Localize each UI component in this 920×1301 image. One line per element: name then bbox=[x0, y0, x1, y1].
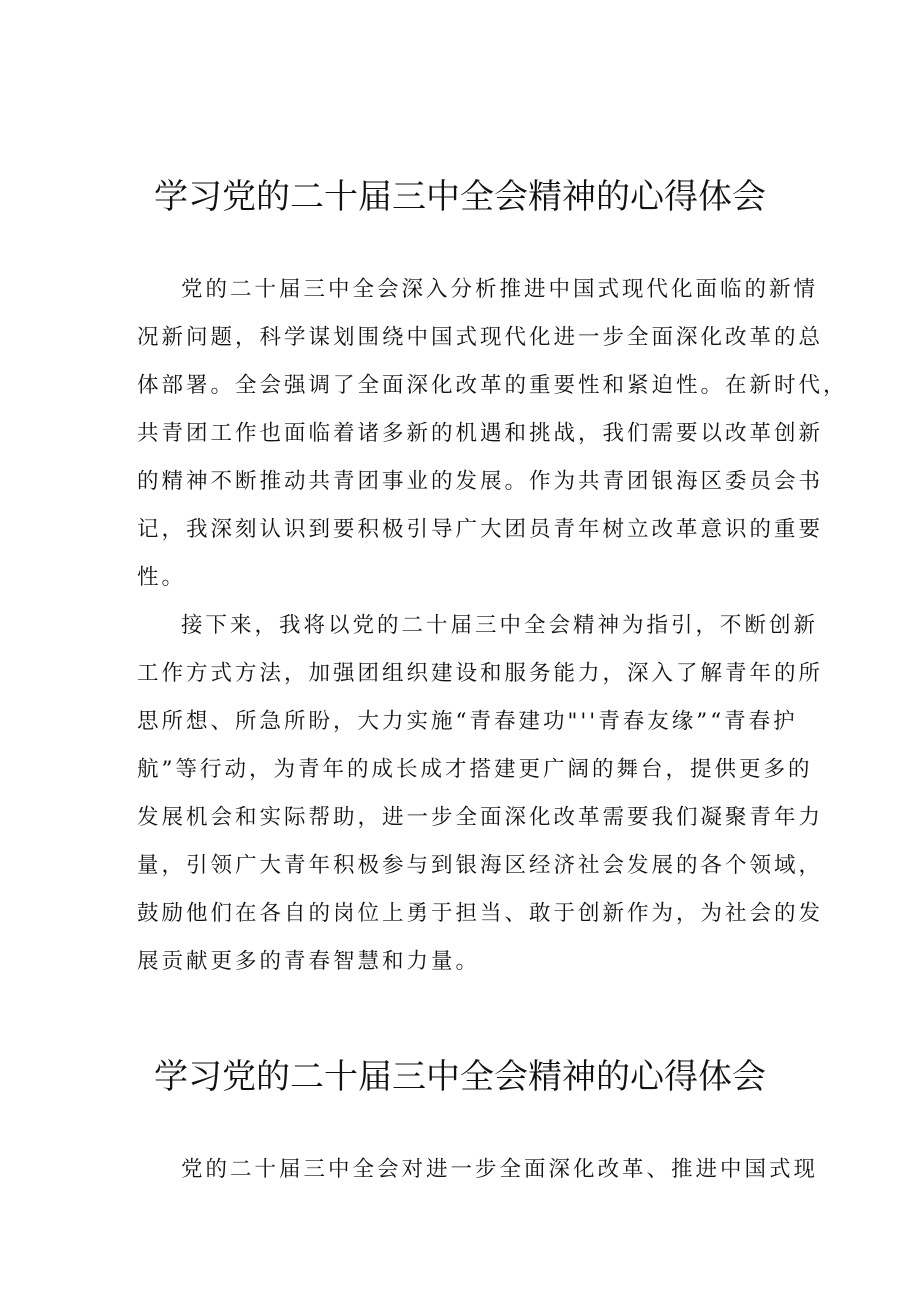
paragraph-line: 思所想、所急所盼，大力实施“青春建功"''青春友缘”“青春护 bbox=[137, 709, 798, 734]
paragraph-line: 展贡献更多的青春智慧和力量。 bbox=[137, 949, 481, 974]
paragraph-line: 党的二十届三中全会对进一步全面深化改革、推进中国式现 bbox=[181, 1157, 819, 1182]
paragraph-line: 鼓励他们在各自的岗位上勇于担当、敢于创新作为，为社会的发 bbox=[137, 901, 824, 926]
paragraph-line: 共青团工作也面临着诸多新的机遇和挑战，我们需要以改革创新 bbox=[137, 421, 824, 446]
paragraph-line: 工作方式方法，加强团组织建设和服务能力，深入了解青年的所 bbox=[137, 661, 824, 686]
paragraph-line: 体部署。全会强调了全面深化改革的重要性和紧迫性。在新时代， bbox=[137, 373, 848, 398]
paragraph-line: 航”等行动，为青年的成长成才搭建更广阔的舞台，提供更多的 bbox=[137, 757, 813, 782]
paragraph-line: 党的二十届三中全会深入分析推进中国式现代化面临的新情 bbox=[181, 277, 819, 302]
paragraph-line: 接下来，我将以党的二十届三中全会精神为指引，不断创新 bbox=[181, 613, 819, 638]
document-title: 学习党的二十届三中全会精神的心得体会 bbox=[154, 177, 766, 217]
document-title: 学习党的二十届三中全会精神的心得体会 bbox=[154, 1057, 766, 1097]
paragraph bbox=[137, 1146, 819, 1194]
paragraph bbox=[137, 266, 848, 602]
paragraph-line: 记，我深刻认识到要积极引导广大团员青年树立改革意识的重要 bbox=[137, 517, 824, 542]
paragraph-line: 发展机会和实际帮助，进一步全面深化改革需要我们凝聚青年力 bbox=[137, 805, 824, 830]
paragraph-line: 性。 bbox=[137, 565, 187, 590]
paragraph-line: 量，引领广大青年积极参与到银海区经济社会发展的各个领域， bbox=[137, 853, 824, 878]
paragraph-line: 的精神不断推动共青团事业的发展。作为共青团银海区委员会书 bbox=[137, 469, 824, 494]
paragraph bbox=[137, 602, 824, 986]
paragraph-line: 况新问题，科学谋划围绕中国式现代化进一步全面深化改革的总 bbox=[137, 325, 824, 350]
